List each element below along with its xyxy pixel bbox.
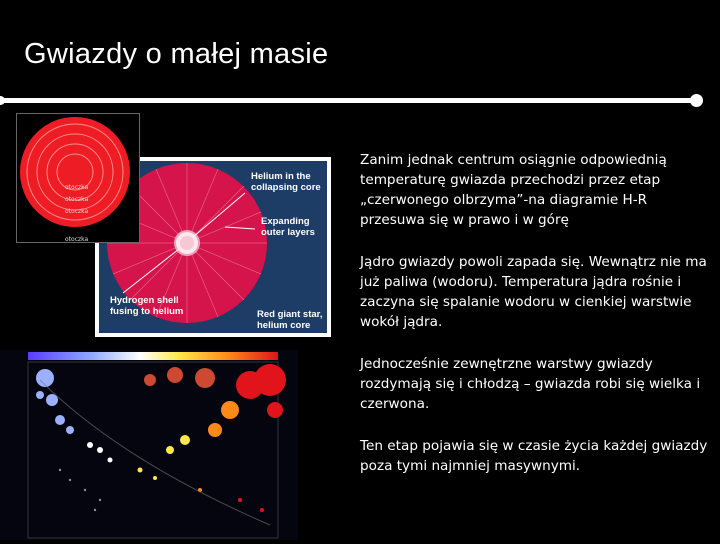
page-title: Gwiazdy o małej masie [24,38,329,70]
hr-diagram-image [0,350,298,540]
inset-label-3: otoczka [65,208,89,215]
divider-right-dot [690,94,703,107]
title-divider [0,98,696,103]
inset-label-2: otoczka [65,196,89,203]
inset-label-1: otoczka [65,184,89,191]
inset-label-4: otoczka [65,236,89,243]
paragraph-1: Zanim jednak centrum osiągnie odpowiednią temperaturę gwiazda przechodzi przez etap „czerwonego olbrzyma”-na diagramie H-R przesuwa się w prawo i w górę [360,152,667,228]
paragraph-2: Jądro gwiazdy powoli zapada się. Wewnątrz nie ma już paliwa (wodoru). Temperatura jądra rośnie i zaczyna się spalanie wodoru w cienkiej warstwie wokół jądra. [360,254,707,330]
paragraph-3: Jednocześnie zewnętrzne warstwy gwiazdy rozdymają się i chłodzą – gwiazda robi się wielka i czerwona. [360,356,701,412]
star-layers-inset [16,113,140,243]
paragraph-4: Ten etap pojawia się w czasie życia każdej gwiazdy poza tymi najmniej masywnymi. [360,438,708,474]
divider-left-end [0,96,5,105]
label-expanding-layers: Expanding outer layers [261,216,315,238]
label-hydrogen-shell: Hydrogen shell fusing to helium [110,295,184,317]
label-red-giant: Red giant star, helium core [257,309,323,331]
label-helium-core: Helium in the collapsing core [251,171,321,193]
description-text [360,150,716,498]
